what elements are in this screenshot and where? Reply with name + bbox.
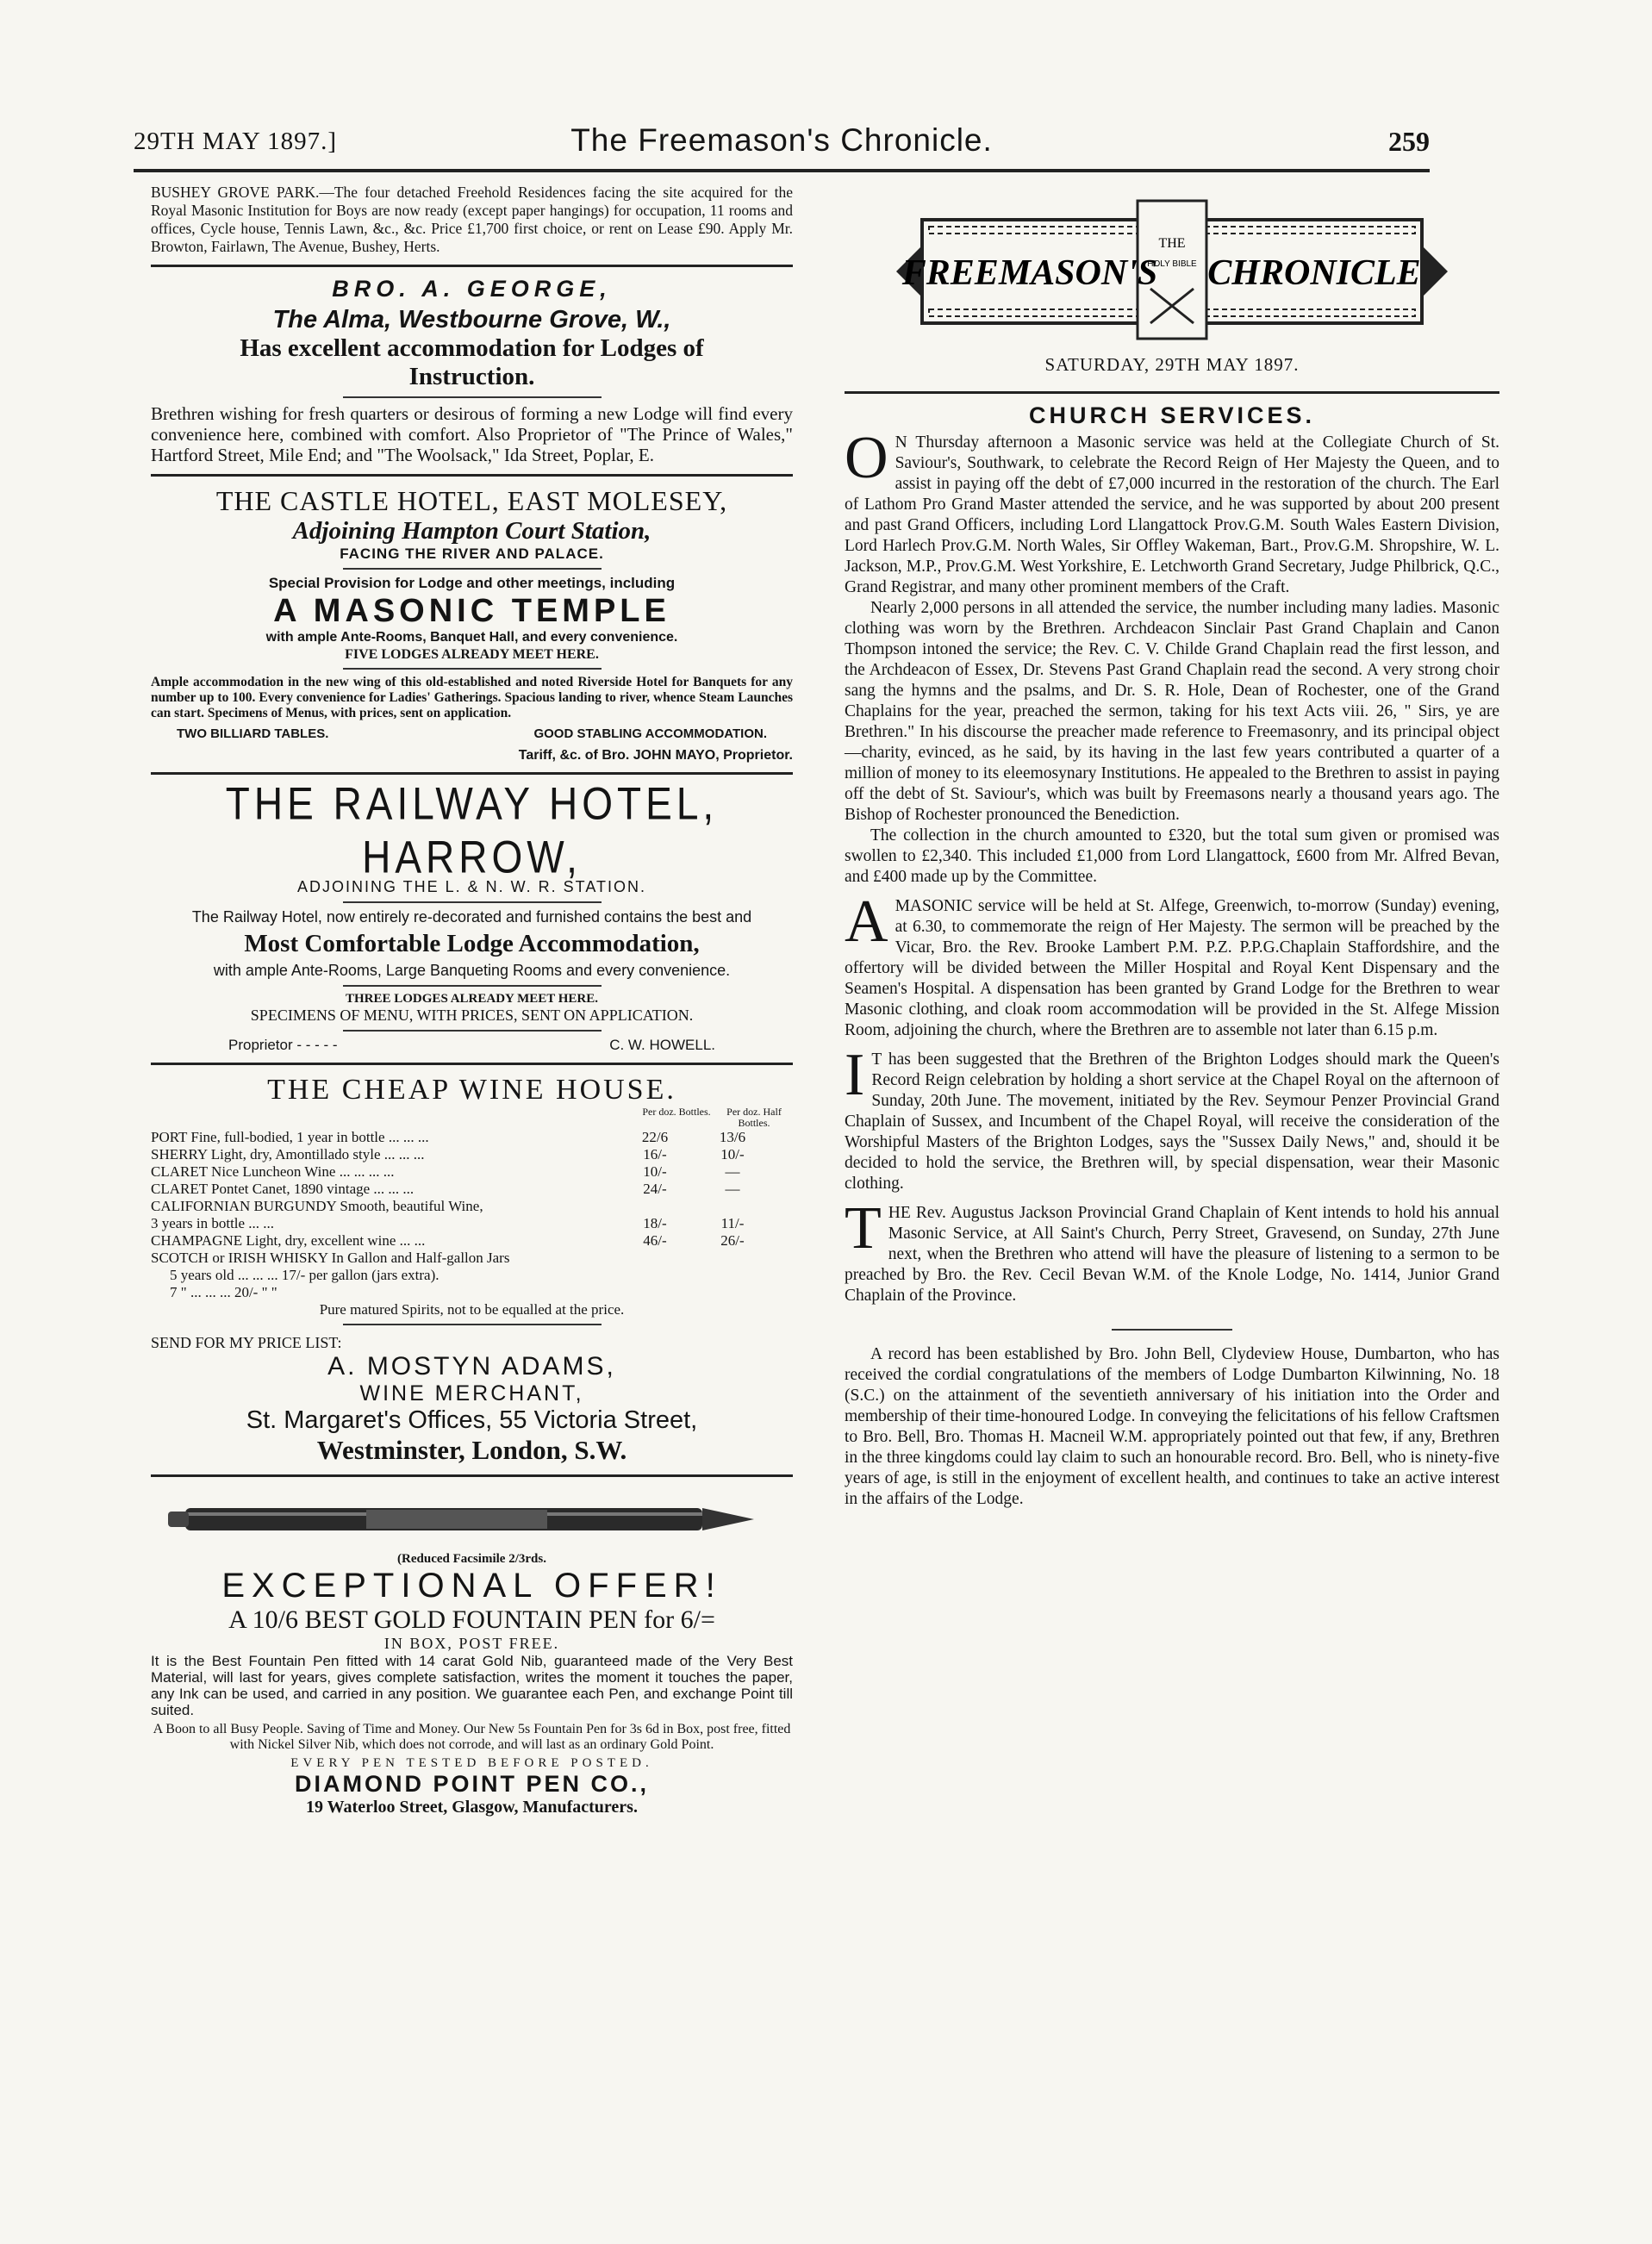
divider (151, 772, 793, 775)
issue-date: SATURDAY, 29TH MAY 1897. (1044, 354, 1300, 375)
wine-price-half: 13/6 (719, 1129, 746, 1145)
wine-whisky2: 7 " ... ... ... 20/- " " (170, 1284, 277, 1300)
divider (151, 265, 793, 267)
castle-billiard: TWO BILLIARD TABLES. (177, 726, 329, 741)
wine-name: CHAMPAGNE Light, dry, excellent wine ... ... (151, 1232, 426, 1249)
para-text: N Thursday afternoon a Masonic service was held at the Collegiate Church of St. Saviour's, Southwark, to celebrate the Record Reign of Her Majesty the Queen, and to assist in paying off the debt of £7,000 incurred in the restoration of the church. The Earl of Lathom Pro Grand Master attended the service, and he was supported by about 200 present and past Grand Officers, including Lord Llangattock Prov.G.M. South Wales Eastern Division, Lord Harlech Prov.G.M. North Wales, Sir Offley Wakeman, Bart., Prov.G.M. Shropshire, W. L. Jackson, M.P., Prov.G.M. West Yorkshire, E. Letchworth Grand Secretary, Judge Philbrick, Q.C., Grand Registrar, and many other prominent members of the Craft. (845, 433, 1499, 596)
wine-name: 3 years in bottle ... ... (151, 1215, 275, 1231)
george-line1: Has excellent accommodation for Lodges of (240, 334, 704, 362)
george-body: Brethren wishing for fresh quarters or desirous of forming a new Lodge will find every convenience here, combined with comfort. Also Proprietor of "The Prince of Wales," Hartford Street, Mile End; and "The Woolsack," Ida Street, Poplar, E. (151, 403, 793, 465)
wine-title: THE CHEAP WINE HOUSE. (267, 1074, 676, 1106)
dropcap: O (845, 425, 888, 491)
wine-house-ad (151, 1074, 793, 1466)
wine-name: CLARET Nice Luncheon Wine ... ... ... ... (151, 1163, 395, 1180)
dropcap: T (845, 1195, 882, 1262)
wine-price-half (694, 1198, 771, 1215)
right-column (845, 177, 1499, 1510)
dropcap: A (845, 888, 888, 955)
pen-offer: EXCEPTIONAL OFFER! (221, 1567, 722, 1605)
wine-price-bottles: 24/- (643, 1181, 667, 1197)
wine-price-bottles: 10/- (643, 1163, 667, 1180)
page-number: 259 (1388, 126, 1430, 157)
castle-body: Ample accommodation in the new wing of this old-established and noted Riverside Hotel for Banquets for any number up to 100. Every convenience for Ladies' Gatherings. Spacious landing to river, whence Steam Launches can start. Specimens of Menus, with prices, sent on application. (151, 675, 793, 720)
pen-boon: A Boon to all Busy People. Saving of Time and Money. Our New 5s Fountain Pen for 3s 6d in Box, post free, fitted with Nickel Silver Nib, which does not corrode, and will last as an ordinary Gold Point. (153, 1722, 791, 1752)
wine-price-bottles: 22/6 (641, 1129, 669, 1145)
divider (845, 391, 1499, 394)
divider (151, 474, 793, 477)
bell-para: A record has been established by Bro. John Bell, Clydeview House, Dumbarton, who has received the cordial congratulations of the members of Lodge Dumbarton Kilwinning, No. 18 (S.C.) on the attainment of the seventieth anniversary of his initiation into the Order and membership of their time-honoured Lodge. In conveying the felicitations of his fellow Craftsmen to Bro. Bell, Bro. Thomas H. Macneil W.M. appropriately pointed out that few, if any, Brethren in the three kingdoms could lay claim to such an honourable record. Bro. Bell, who is ninety-five years of age, is still in the enjoyment of excellent health, and continues to take an active interest in the affairs of the Lodge. (845, 1345, 1499, 1508)
railway-hotel-ad (151, 777, 793, 1054)
wine-price-bottles (616, 1250, 694, 1267)
pen-tested: EVERY PEN TESTED BEFORE POSTED. (290, 1756, 653, 1770)
wine-price-bottles: 16/- (643, 1146, 667, 1163)
header-title: The Freemason's Chronicle. (570, 122, 993, 158)
wine-price-bottles: 18/- (643, 1215, 667, 1231)
masthead-right-word: CHRONICLE (1207, 253, 1421, 293)
left-column (151, 177, 793, 1817)
wine-price-bottles: 46/- (643, 1232, 667, 1249)
railway-proprietor-label: Proprietor - - - - - (228, 1037, 338, 1053)
wine-col1: Per doz. Bottles. (642, 1106, 711, 1118)
short-divider (343, 668, 602, 670)
castle-special: Special Provision for Lodge and other meetings, including (268, 575, 676, 591)
pen-body: It is the Best Fountain Pen fitted with 14 carat Gold Nib, guaranteed made of the Very Best Material, will last for years, gives complete satisfaction, writes the moment it touches the paper, any Ink can be used, and carried in any position. We guarantee each Pen, and exchange Point till suited. (151, 1653, 793, 1718)
wine-price-half: — (725, 1181, 740, 1197)
church-para3: The collection in the church amounted to £320, but the total sum given or promised was swollen to £2,340. This included £1,000 from Lord Llangattock, £600 from Mr. Alfred Bevan, and £400 made up by the Committee. (845, 826, 1499, 886)
header-rule (134, 169, 1430, 172)
wine-pure: Pure matured Spirits, not to be equalled at the price. (319, 1301, 625, 1318)
railway-proprietor: C. W. HOWELL. (609, 1037, 715, 1053)
railway-adjoining: ADJOINING THE L. & N. W. R. STATION. (296, 878, 647, 895)
church-heading: CHURCH SERVICES. (1028, 402, 1316, 428)
greenwich-para (845, 888, 1499, 1041)
castle-stabling: GOOD STABLING ACCOMMODATION. (533, 726, 767, 741)
short-divider (343, 396, 602, 398)
railway-body: The Railway Hotel, now entirely re-decorated and furnished contains the best and (191, 908, 752, 926)
wine-price-list (151, 1129, 793, 1267)
railway-specimens: SPECIMENS OF MENU, WITH PRICES, SENT ON APPLICATION. (250, 1007, 694, 1024)
chronicle-masthead (888, 194, 1456, 349)
wine-send: SEND FOR MY PRICE LIST: (151, 1334, 342, 1351)
short-divider (343, 1324, 602, 1325)
castle-tariff: Tariff, &c. of Bro. JOHN MAYO, Proprietor. (518, 748, 793, 763)
dropcap: I (845, 1042, 865, 1108)
church-para2: Nearly 2,000 persons in all attended the service, the number including many ladies. Masonic clothing was worn by the Brethren. Archdeacon Sinclair Past Grand Chaplain and Canon Thompson intoned the service; the Rev. C. V. Childe Grand Chaplain read the first lesson, and the Archdeacon of Essex, Dr. Stevens Past Grand Chaplain read the second. A very strong choir sang the hymns and the psalms, and Dr. S. R. Hole, Dean of Rochester, one of the Grand Chaplains for the year, preached the sermon, taking for his text Acts viii. 26, " Sirs, ye are Brethren." In his discourse the preacher made reference to Freemasonry, and its principal object—charity, evinced, as he said, by its having in the last few years contributed a quarter of a million of money to its eleemosynary Institutions. He appealed to the Brethren to assist in paying off the debt of St. Saviour's, which was built by Freemasons nearly a thousand years ago. The Bishop of Rochester pronounced the Benediction. (845, 599, 1499, 824)
pen-label-band (366, 1510, 547, 1529)
wine-price-half: 26/- (720, 1232, 745, 1249)
kent-para (845, 1195, 1499, 1306)
pen-address: 19 Waterloo Street, Glasgow, Manufacturers. (306, 1798, 638, 1817)
wine-merchant-address: St. Margaret's Offices, 55 Victoria Street, (246, 1406, 698, 1434)
george-name: BRO. A. GEORGE, (332, 276, 612, 302)
railway-most: Most Comfortable Lodge Accommodation, (244, 930, 700, 957)
para-text: MASONIC service will be held at St. Alfege, Greenwich, to-morrow (Sunday) evening, at 6.30, to commemorate the reign of Her Majesty. The sermon will be preached by the Vicar, Bro. the Rev. Brooke Lambert P.M. P.Z. P.P.G.Chaplain Staffordshire, and the offertory will be divided between the Miller Hospital and Royal Kent Dispensary and the Seamen's Hospital. A dispensation has been granted by Grand Lodge for the Brethren to wear Masonic clothing, and cloak room accommodation will be provided in the St. Alfege Mission Room, adjoining the church, where the Brethren are to assemble not later than 6.15 p.m. (845, 897, 1499, 1039)
george-address: The Alma, Westbourne Grove, W., (272, 306, 671, 333)
wine-row (151, 1215, 793, 1232)
fountain-pen-illustration (151, 1498, 793, 1541)
wine-merchant-trade: WINE MERCHANT, (359, 1381, 584, 1406)
pen-company: DIAMOND POINT PEN CO., (294, 1771, 649, 1797)
wine-name: PORT Fine, full-bodied, 1 year in bottle ... ... ... (151, 1129, 429, 1145)
wine-price-half: — (725, 1163, 740, 1180)
wine-row (151, 1198, 793, 1215)
masthead-right-arrow (1422, 246, 1448, 297)
wine-whisky1: 5 years old ... ... ... 17/- per gallon (jars extra). (170, 1267, 439, 1283)
castle-five: FIVE LODGES ALREADY MEET HERE. (345, 647, 599, 662)
george-ad (151, 276, 793, 465)
church-para1 (845, 425, 1499, 598)
railway-three: THREE LODGES ALREADY MEET HERE. (346, 992, 598, 1006)
bushey-text: BUSHEY GROVE PARK.—The four detached Freehold Residences facing the site acquired for the Royal Masonic Institution for Boys are now ready (except paper hangings) for occupation, 11 rooms and offices, Cycle house, Tennis Lawn, &c., &c. Price £1,700 first choice, or rent on Lease £90. Apply Mr. Browton, Fairlawn, The Avenue, Bushey, Herts. (151, 184, 793, 255)
header-date: 29TH MAY 1897.] (134, 128, 337, 155)
wine-price-half (694, 1250, 771, 1267)
wine-row (151, 1163, 793, 1181)
pen-cap-end (168, 1512, 189, 1527)
wine-row (151, 1181, 793, 1198)
castle-with: with ample Ante-Rooms, Banquet Hall, and every convenience. (265, 630, 678, 645)
fountain-pen-ad (151, 1486, 793, 1817)
bushey-ad (151, 184, 793, 256)
wine-col2: Per doz. Half Bottles. (726, 1106, 782, 1129)
castle-facing: FACING THE RIVER AND PALACE. (340, 545, 604, 562)
short-divider (343, 901, 602, 903)
para-text: T has been suggested that the Brethren of the Brighton Lodges should mark the Queen's Record Reign celebration by holding a short service at the Chapel Royal on the afternoon of Sunday, 20th June. The movement, initiated by the Rev. Seymour Penzer Provincial Grand Chaplain of Sussex, and Incumbent of the Chapel Royal, will receive the consideration of the Worshipful Masters of the Brighton Lodges, says the "Sussex Daily News," and, should it be decided to hold the service, the Brethren will, by special dispensation, wear their Masonic clothing. (845, 1050, 1499, 1193)
george-line2: Instruction. (408, 363, 535, 390)
wine-name: CALIFORNIAN BURGUNDY Smooth, beautiful Wine, (151, 1198, 483, 1214)
short-divider (343, 985, 602, 987)
wine-price-bottles (616, 1198, 694, 1215)
wine-row (151, 1232, 793, 1250)
wine-row (151, 1146, 793, 1163)
wine-row (151, 1250, 793, 1267)
short-divider (343, 568, 602, 570)
short-divider (1112, 1329, 1232, 1331)
short-divider (343, 1030, 602, 1032)
divider (151, 1474, 793, 1477)
castle-temple: A MASONIC TEMPLE (273, 593, 670, 629)
castle-title: THE CASTLE HOTEL, EAST MOLESEY, (215, 485, 728, 516)
masthead-left-word: FREEMASON'S (901, 253, 1158, 293)
wine-price-half: 11/- (720, 1215, 745, 1231)
wine-merchant-name: A. MOSTYN ADAMS, (327, 1352, 616, 1381)
railway-with: with ample Ante-Rooms, Large Banqueting Rooms and every convenience. (213, 962, 731, 979)
wine-name: SCOTCH or IRISH WHISKY In Gallon and Half-gallon Jars (151, 1250, 510, 1266)
wine-price-half: 10/- (720, 1146, 745, 1163)
wine-merchant-city: Westminster, London, S.W. (316, 1435, 627, 1465)
wine-name: CLARET Pontet Canet, 1890 vintage ... ... ... (151, 1181, 415, 1197)
wine-row (151, 1129, 793, 1146)
pen-box: IN BOX, POST FREE. (383, 1635, 560, 1652)
wine-name: SHERRY Light, dry, Amontillado style ... ... ... (151, 1146, 425, 1163)
pen-facsimile: (Reduced Facsimile 2/3rds. (397, 1552, 546, 1566)
pen-headline: A 10/6 BEST GOLD FOUNTAIN PEN for 6/= (228, 1605, 715, 1634)
pen-nib (702, 1508, 754, 1530)
page-header (134, 121, 1430, 165)
divider (151, 1063, 793, 1065)
brighton-para (845, 1042, 1499, 1194)
castle-hotel-ad (151, 485, 793, 764)
para-text: HE Rev. Augustus Jackson Provincial Grand Chaplain of Kent intends to hold his annual Masonic Service, at All Saint's Church, Perry Street, Gravesend, on Sunday, 27th June next, when the Brethren who attend will have the pleasure of listening to a sermon to be preached by Bro. the Rev. Cecil Bevan W.M. of the Knole Lodge, No. 1414, Junior Grand Chaplain of the Province. (845, 1204, 1499, 1305)
masthead-center-top: THE (1158, 236, 1186, 251)
railway-title: THE RAILWAY HOTEL, HARROW, (225, 777, 719, 882)
masthead-center-bottom: HOLY BIBLE (1147, 259, 1197, 269)
castle-sub: Adjoining Hampton Court Station, (292, 517, 651, 545)
